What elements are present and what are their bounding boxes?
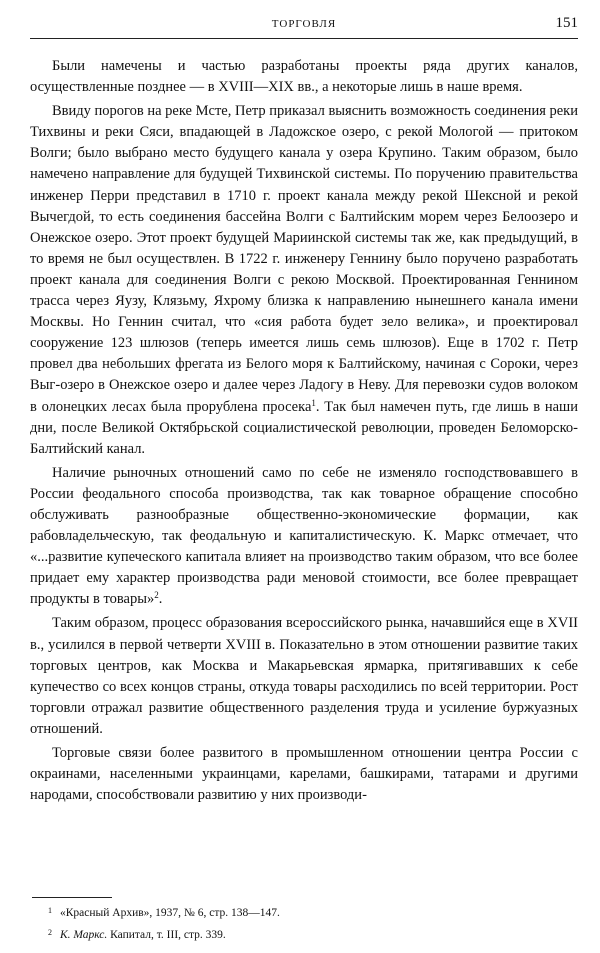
paragraph-3: [30, 463, 578, 611]
paragraph-4: [30, 613, 578, 740]
paragraph-5: [30, 743, 578, 806]
footnote-2: [48, 923, 568, 945]
footnote-ref-1[interactable]: 1: [311, 397, 316, 408]
body-text: [30, 56, 578, 809]
header-rule: [30, 38, 578, 39]
page-number: 151: [555, 15, 578, 31]
footnote-rule: [32, 897, 112, 898]
paragraph-text: . Так был намечен путь, где лишь в наши дни, после Великой Октябрьской социалистической революции, проведен Беломорско-Балтийский канал.: [30, 398, 578, 457]
footnote-1: [48, 901, 568, 923]
footnote-number: 1: [48, 906, 52, 915]
footnote-ref-2[interactable]: 2: [154, 590, 159, 601]
footnote-text: Капитал, т. III, стр. 339.: [107, 929, 226, 941]
running-title: ТОРГОВЛЯ: [271, 18, 337, 30]
footnote-author: К. Маркс.: [60, 929, 108, 941]
paragraph-1: [30, 56, 578, 98]
footnote-number: 2: [48, 928, 52, 937]
running-header: [30, 14, 578, 36]
paragraph-text: .: [158, 591, 163, 608]
paragraph-text: Были намечены и частью разработаны проекты ряда других каналов, осуществленные позднее — в XVIII—XIX вв., а некоторые лишь в наше время.: [30, 58, 578, 96]
footnote-text: «Красный Архив», 1937, № 6, стр. 138—147.: [60, 907, 280, 919]
paragraph-2: [30, 101, 578, 460]
paragraph-text: Таким образом, процесс образования всероссийского рынка, начавшийся еще в XVII в., усилился в первой четверти XVIII в. Показательно в этом отношении развитие таких торговых центров, как Москва и Макарьевская ярмарка, притягивавших к себе купечество со всех концов страны, откуда товары расходились по всей территории. Рост торговли отражал развитие общественного разделения труда и усиление буржуазных отношений.: [30, 615, 578, 737]
paragraph-text: Торговые связи более развитого в промышленном отношении центра России с окраинами, населенными украинцами, карелами, башкирами, татарами и другими народами, способствовали развитию у них производи-: [30, 745, 578, 804]
paragraph-text: Ввиду порогов на реке Мсте, Петр приказал выяснить возможность соединения реки Тихвины и реки Сяси, впадающей в Ладожское озеро, с рекой Мологой — притоком Волги; было выбрано место будущего канала у озера Крупино. Таким образом, было намечено направление для будущей Тихвинской системы. По поручению правительства инженер Перри представил в 1710 г. проект канала между рекой Шексной и рекой Вычегдой, то есть соединения бассейна Волги с Балтийским морем через Белоозеро и Онежское озеро. Этот проект будущей Мариинской системы так же, как предыдущий, в то время не был осуществлен. В 1722 г. инженеру Геннину было поручено разработать проект канала для соединения Волги с рекою Москвой. Проектированная Геннином трасса через Яузу, Клязьму, Яхрому близка к направлению нынешнего канала имени Москвы. Но Геннин считал, что «сия работа будет зело велика», и проектировал сооружение 123 шлюзов (теперь имеется лишь семь шлюзов). Еще в 1702 г. Петр провел два небольших фрегата из Белого моря к Балтийскому, начиная с Сороки, через Выг-озеро в Онежское озеро и далее через Ладогу в Неву. Для перевозки судов волоком в олонецких лесах была прорублена просека: [30, 103, 578, 415]
paragraph-text: Наличие рыночных отношений само по себе не изменяло господствовавшего в России феодального способа производства, так как товарное обращение способно обслуживать разнообразные общественно-экономические формации, как рабовладельческую, так феодальную и капиталистическую. К. Маркс отмечает, что «...развитие купеческого капитала влияет на производство таким образом, что все более придает ему характер производства ради меновой стоимости, все более превращает продукты в товары»: [30, 464, 578, 608]
footnotes: [48, 901, 568, 945]
